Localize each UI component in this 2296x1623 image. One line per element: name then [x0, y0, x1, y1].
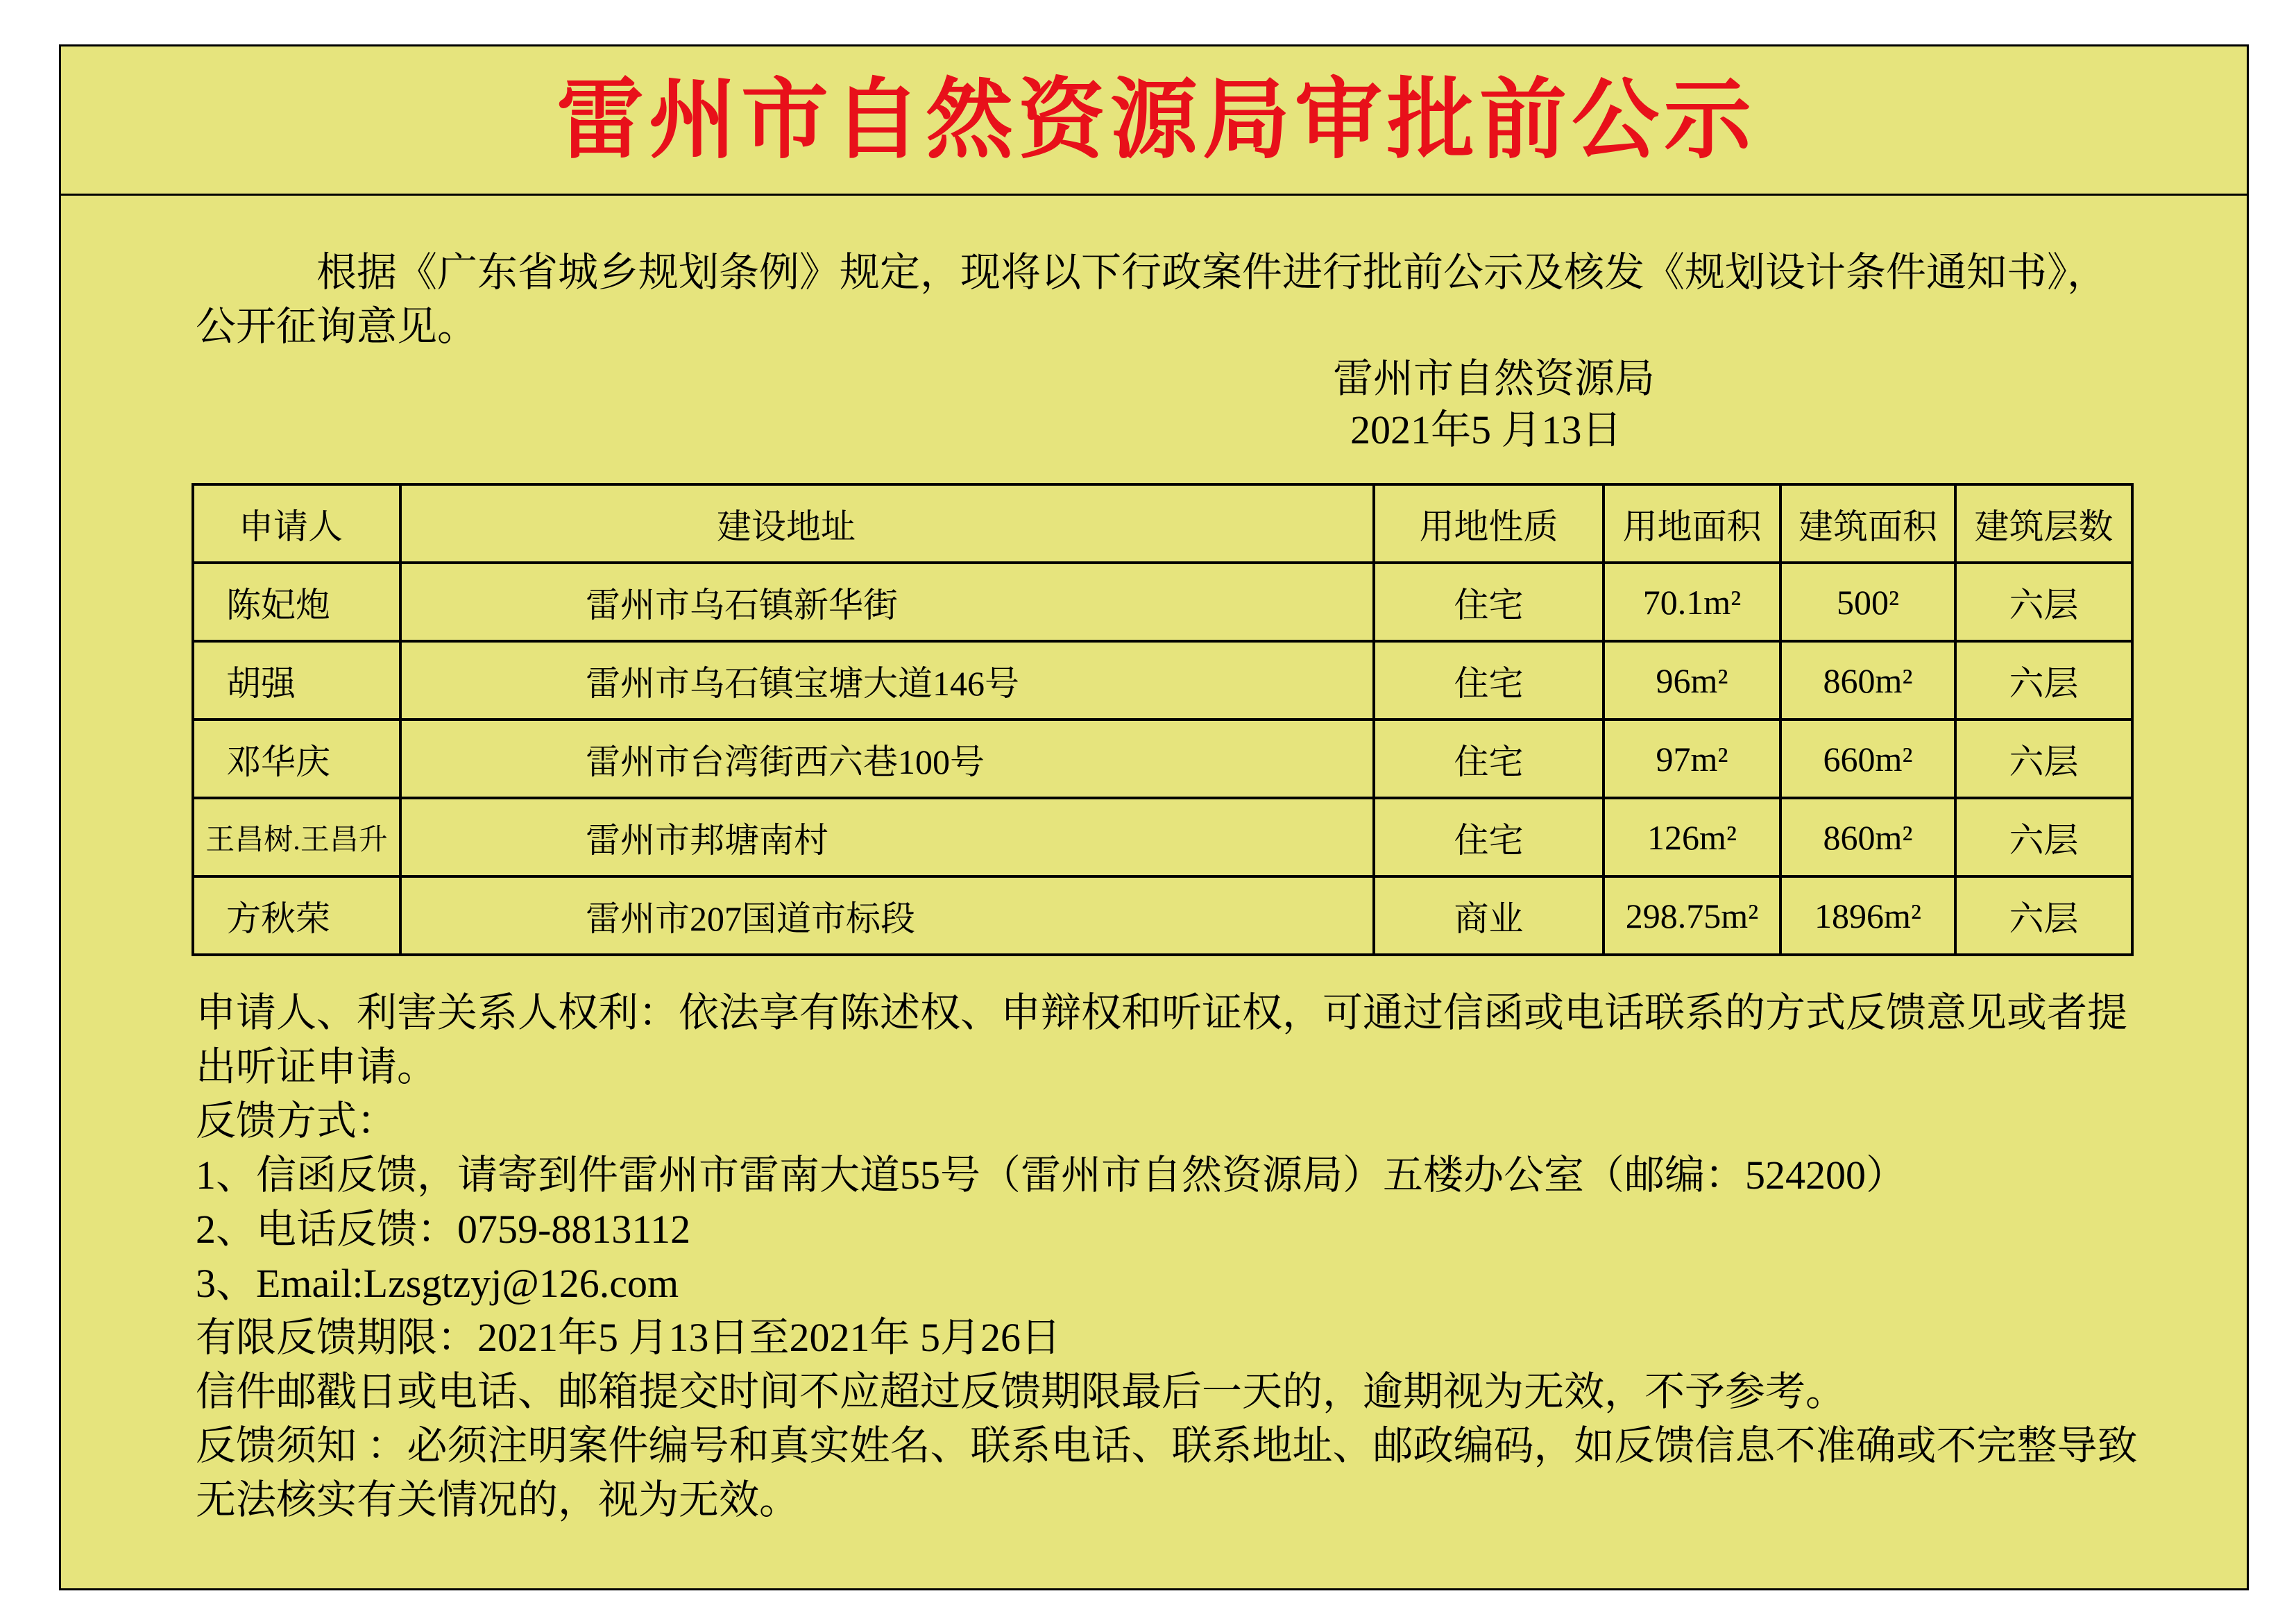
floors-cell: 六层	[1955, 563, 2132, 641]
header-floors: 建筑层数	[1955, 484, 2132, 563]
floors-cell: 六层	[1955, 641, 2132, 720]
floor-area-cell: 860m²	[1780, 641, 1955, 720]
table-row	[193, 641, 2132, 720]
address-cell: 雷州市邦塘南村	[400, 798, 1374, 876]
notice-board	[59, 44, 2249, 1590]
applicant-cell: 邓华庆	[193, 720, 400, 798]
land-area-cell: 70.1m²	[1604, 563, 1780, 641]
address-cell: 雷州市台湾街西六巷100号	[400, 720, 1374, 798]
address-cell: 雷州市207国道市标段	[400, 876, 1374, 955]
signature-org: 雷州市自然资源局	[1333, 356, 1656, 401]
header-applicant: 申请人	[193, 484, 400, 563]
header-address: 建设地址	[400, 484, 1374, 563]
notice-line: 3、Email:Lzsgtzyj@126.com	[196, 1261, 679, 1306]
address-cell: 雷州市乌石镇宝塘大道146号	[400, 641, 1374, 720]
notice-line: 有限反馈期限：2021年5 月13日至2021年 5月26日	[196, 1315, 1062, 1360]
land-use-cell: 住宅	[1374, 641, 1604, 720]
notice-line: 出听证申请。	[196, 1044, 438, 1089]
cases-table	[192, 483, 2134, 956]
applicant-cell: 王昌树.王昌升	[193, 798, 400, 876]
signature-block	[1333, 353, 1655, 456]
header-land-area: 用地面积	[1604, 484, 1780, 563]
address-cell: 雷州市乌石镇新华街	[400, 563, 1374, 641]
notice-line: 反馈方式：	[196, 1098, 398, 1144]
land-use-cell: 住宅	[1374, 798, 1604, 876]
signature-date: 2021年5 月13日	[1350, 407, 1622, 452]
notice-line: 信件邮戳日或电话、邮箱提交时间不应超过反馈期限最后一天的，逾期视为无效，不予参考。	[196, 1369, 1846, 1414]
land-area-cell: 298.75m²	[1604, 876, 1780, 955]
table-row	[193, 720, 2132, 798]
floors-cell: 六层	[1955, 798, 2132, 876]
land-use-cell: 商业	[1374, 876, 1604, 955]
land-use-cell: 住宅	[1374, 563, 1604, 641]
floor-area-cell: 500²	[1780, 563, 1955, 641]
notice-line: 2、电话反馈：0759-8813112	[196, 1207, 691, 1252]
table-row	[193, 876, 2132, 955]
floor-area-cell: 1896m²	[1780, 876, 1955, 955]
feedback-notice	[196, 986, 2138, 1527]
applicant-cell: 陈妃炮	[193, 563, 400, 641]
table-row	[193, 563, 2132, 641]
floors-cell: 六层	[1955, 876, 2132, 955]
header-band	[61, 46, 2247, 196]
land-area-cell: 96m²	[1604, 641, 1780, 720]
notice-line: 反馈须知 ：必须注明案件编号和真实姓名、联系电话、联系地址、邮政编码，如反馈信息不准确或不完整导致	[196, 1423, 2138, 1468]
notice-line: 申请人、利害关系人权利：依法享有陈述权、申辩权和听证权，可通过信函或电话联系的方式反馈意见或者提	[196, 990, 2128, 1035]
header-floor-area: 建筑面积	[1780, 484, 1955, 563]
notice-line: 无法核实有关情况的，视为无效。	[196, 1477, 800, 1522]
notice-line: 1、信函反馈，请寄到件雷州市雷南大道55号（雷州市自然资源局）五楼办公室（邮编：524200）	[196, 1153, 1907, 1198]
applicant-cell: 胡强	[193, 641, 400, 720]
land-area-cell: 97m²	[1604, 720, 1780, 798]
table-row	[193, 798, 2132, 876]
intro-line: 公开征询意见。	[196, 304, 478, 349]
intro-paragraph	[196, 246, 2107, 354]
floor-area-cell: 860m²	[1780, 798, 1955, 876]
floor-area-cell: 660m²	[1780, 720, 1955, 798]
land-area-cell: 126m²	[1604, 798, 1780, 876]
land-use-cell: 住宅	[1374, 720, 1604, 798]
intro-line: 根据《广东省城乡规划条例》规定，现将以下行政案件进行批前公示及核发《规划设计条件通知书》，	[316, 250, 2108, 295]
header-land-use: 用地性质	[1374, 484, 1604, 563]
floors-cell: 六层	[1955, 720, 2132, 798]
table-header-row	[193, 484, 2132, 563]
applicant-cell: 方秋荣	[193, 876, 400, 955]
page-title: 雷州市自然资源局审批前公示	[556, 69, 1756, 171]
